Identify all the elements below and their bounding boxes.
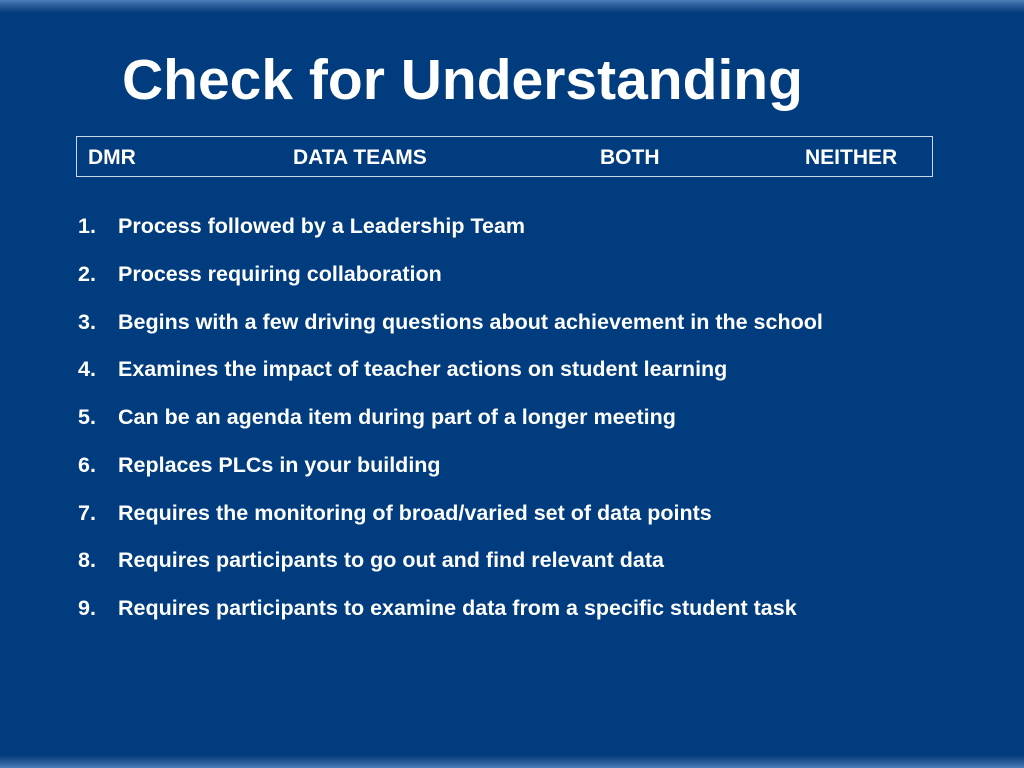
item-text: Process followed by a Leadership Team <box>118 214 526 238</box>
item-text: Requires participants to go out and find relevant data <box>118 548 664 573</box>
bottom-decorative-bar <box>0 756 1024 768</box>
option-neither: NEITHER <box>805 146 898 169</box>
item-text: Process requiring collaboration <box>118 261 442 286</box>
item-number: 9. <box>78 596 96 620</box>
item-text: Can be an agenda item during part of a longer meeting <box>118 405 676 429</box>
item-text: Examines the impact of teacher actions on student learning <box>118 357 728 382</box>
item-text: Requires the monitoring of broad/varied set of data points <box>118 500 712 525</box>
item-number: 5. <box>78 405 96 429</box>
option-dmr: DMR <box>88 146 136 169</box>
item-number: 4. <box>78 357 96 382</box>
item-number: 7. <box>78 500 96 525</box>
item-text: Requires participants to examine data from a specific student task <box>118 596 797 620</box>
item-text: Replaces PLCs in your building <box>118 452 441 477</box>
item-number: 6. <box>78 452 96 477</box>
top-decorative-bar <box>0 0 1024 12</box>
item-number: 3. <box>78 309 96 334</box>
item-number: 1. <box>78 214 96 238</box>
item-text: Begins with a few driving questions about achievement in the school <box>118 309 823 334</box>
item-number: 2. <box>78 261 96 286</box>
answer-options-box <box>76 136 933 177</box>
item-number: 8. <box>78 548 96 573</box>
option-data-teams: DATA TEAMS <box>293 146 427 169</box>
option-both: BOTH <box>600 146 660 169</box>
slide-title: Check for Understanding <box>122 48 803 112</box>
